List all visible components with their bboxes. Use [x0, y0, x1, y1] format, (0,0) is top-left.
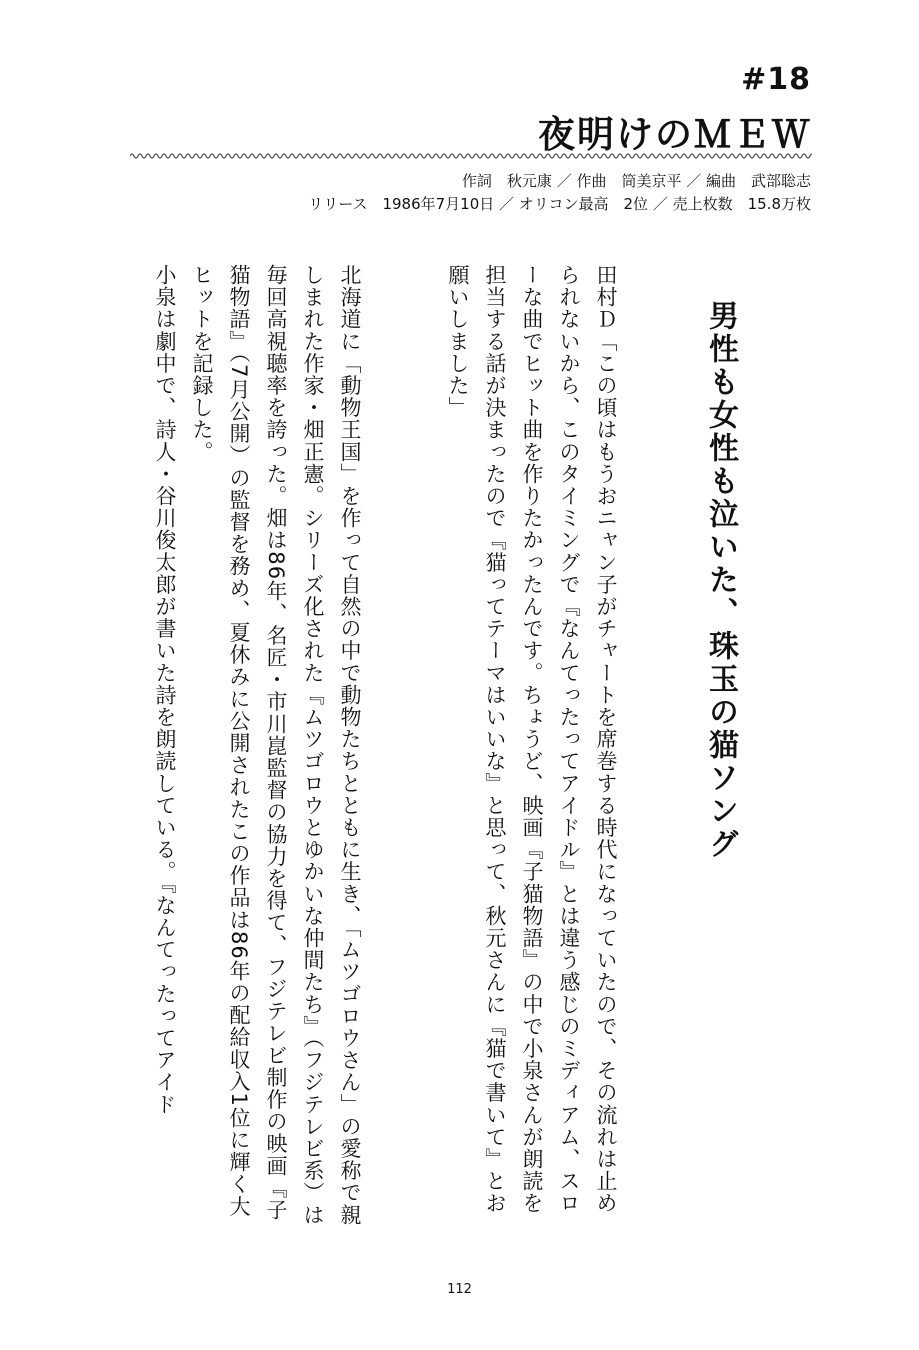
body-paragraph-1: 北海道に「動物王国」を作って自然の中で動物たちとともに生き、「ムツゴロウさん」の愛称で親しまれた作家・畑正憲。シリーズ化された『ムツゴロウとゆかいな仲間たち』（フジテレビ系）は毎回高視聴率を誇った。畑は86年、名匠・市川崑監督の協力を得て、フジテレビ制作の映画『子猫物語』（7月公開）の監督を務め、夏休みに公開されたこの作品は86年の配給収入1位に輝く大ヒットを記録した。: [190, 264, 362, 1226]
song-header: [0, 0, 919, 230]
page-number: 112: [447, 1282, 472, 1297]
wavy-divider: [130, 150, 812, 162]
quote-block: [404, 264, 624, 1234]
episode-number: #18: [741, 62, 811, 97]
quote-paragraph: 田村Ｄ「この頃はもうおニャン子がチャートを席巻する時代になっていたので、その流れは止められないから、このタイミングで『なんてったってアイドル』とは違う感じのミディアム、スローな曲でヒット曲を作りたかったんです。ちょうど、映画『子猫物語』の中で小泉さんが朗読を担当する話が決まったので『猫ってテーマはいいな』と思って、秋元さんに『猫で書いて』とお願いしました」: [446, 264, 618, 1215]
body-text: [108, 264, 368, 1234]
body-paragraph-2: 小泉は劇中で、詩人・谷川俊太郎が書いた詩を朗読している。『なんてったってアイド: [153, 264, 177, 1116]
credits-writers: 作詞 秋元康 ／ 作曲 筒美京平 ／ 編曲 武部聡志: [461, 172, 811, 190]
song-credits: [308, 170, 811, 216]
credits-release: リリース 1986年7月10日 ／ オリコン最高 2位 ／ 売上枚数 15.8万枚: [308, 195, 811, 213]
section-heading: 男性も女性も泣いた、珠玉の猫ソング: [703, 300, 738, 861]
song-title: 夜明けのＭＥＷ: [538, 113, 811, 156]
